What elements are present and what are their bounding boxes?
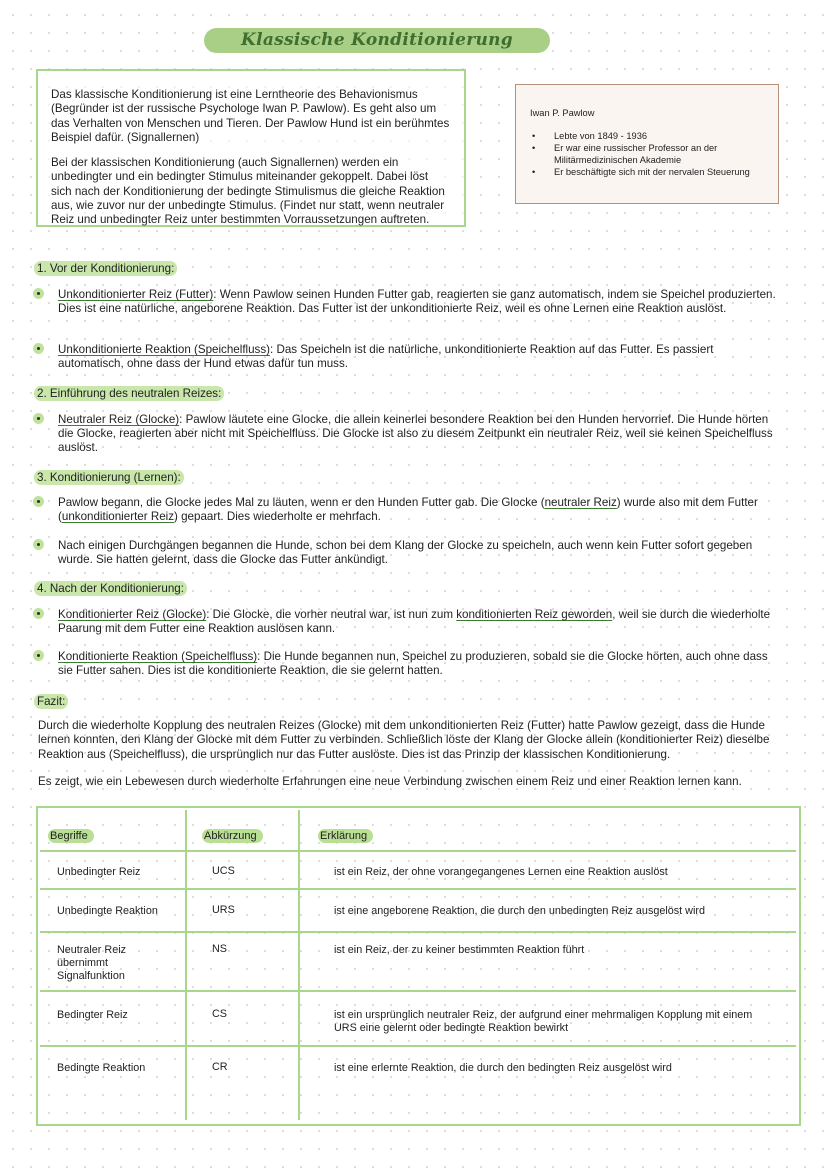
table-cell-term: Bedingte Reaktion (57, 1062, 146, 1074)
bullet-icon (33, 288, 44, 299)
section-heading-3: 3. Konditionierung (Lernen): (34, 468, 184, 486)
table-cell-desc: ist eine erlernte Reaktion, die durch den bedingten Reiz ausgelöst wird (334, 1062, 672, 1074)
pawlow-fact: • Er war eine russischer Professor an der Militärmedizinischen Akademie (530, 143, 766, 165)
table-cell-desc: ist ein Reiz, der ohne vorangegangenes Lernen eine Reaktion auslöst (334, 866, 668, 878)
table-cell-desc: ist ein ursprünglich neutraler Reiz, der aufgrund einer mehrmaligen Kopplung mit einem URS eine gelernt oder bedingte Reaktion bewirkt (334, 1009, 753, 1034)
bullet-icon (33, 496, 44, 507)
intro-paragraph-2: Bei der klassischen Konditionierung (auch Signallernen) werden ein unbedingter und ein bedingter Stimulus miteinander gekoppelt. Dabei löst sich nach der Konditionierung der bedingte Stimulismus die gleiche Reaktion aus, wie zuvor nur der unbedingte Stimulus. (Findet nur statt, wenn neutraler Reiz und unbedingter Reiz unter bestimmten Vorraussetzungen auftreten. (51, 156, 445, 227)
list-item: Neutraler Reiz (Glocke): Pawlow läutete eine Glocke, die allein keinerlei besondere Reaktion bei den Hunden hervorrief. Die Hunde hörten die Glocke, reagierten aber nicht mit Speichelfluss. Die Glocke ist also zu diesem Zeitpunkt ein neutraler Reiz, weil sie keinen Speichelfluss auslöst. (38, 413, 778, 456)
list-item: Konditionierter Reiz (Glocke): Die Glocke, die vorher neutral war, ist nun zum konditionierten Reiz geworden, weil sie durch die wiederholte Paarung mit dem Futter eine Reaktion auslösen kann. (38, 608, 778, 636)
bullet-icon (33, 413, 44, 424)
table-cell-abbr: NS (212, 943, 227, 955)
table-cell-term: Unbedingter Reiz (57, 866, 141, 878)
table-header-abkuerzung: Abkürzung (202, 826, 263, 844)
list-item: Pawlow begann, die Glocke jedes Mal zu läuten, wenn er den Hunden Futter gab. Die Glocke (neutraler Reiz) wurde also mit dem Futter (unkonditionierter Reiz) gepaart. Dies wiederholte er mehrfach. (38, 496, 778, 524)
table-divider (40, 850, 796, 852)
pawlow-title: Iwan P. Pawlow (530, 108, 595, 118)
table-cell-abbr: UCS (212, 865, 235, 877)
table-divider (40, 1045, 796, 1047)
fazit-paragraph-1: Durch die wiederholte Kopplung des neutralen Reizes (Glocke) mit dem unkonditionierten Reiz (Futter) hatte Pawlow gezeigt, dass die Hunde lernen konnten, den Klang der Glocke mit dem Futter zu verbinden. Schließlich löste der Klang der Glocke allein (konditionierter Reiz) dieselbe Reaktion aus (Speichelfluss), die ursprünglich nur das Futter auslöste. Dies ist das Prinzip der klassischen Konditionierung. (38, 719, 770, 761)
bullet-icon (33, 608, 44, 619)
table-cell-term: Unbedingte Reaktion (57, 905, 158, 917)
intro-box (36, 69, 466, 227)
table-cell-term: Neutraler Reiz übernimmt Signalfunktion (57, 944, 127, 982)
pawlow-info-box (515, 84, 779, 204)
table-cell-abbr: CR (212, 1061, 228, 1073)
table-cell-desc: ist ein Reiz, der zu keiner bestimmten Reaktion führt (334, 944, 585, 956)
list-item: Konditionierte Reaktion (Speichelfluss): Die Hunde begannen nun, Speichel zu produzieren, sobald sie die Glocke hörten, auch ohne dass sie Futter sahen. Dies ist die konditionierte Reaktion, die sie gelernt hatten. (38, 650, 778, 678)
table-divider (40, 931, 796, 933)
page-title: Klassische Konditionierung (204, 28, 550, 53)
list-item: Nach einigen Durchgängen begannen die Hunde, schon bei dem Klang der Glocke zu speicheln, auch wenn kein Futter sofort gegeben wurde. Sie hatten gelernt, dass die Glocke das Futter ankündigt. (38, 539, 778, 567)
pawlow-fact: • Lebte von 1849 - 1936 (530, 131, 766, 142)
table-header-erklaerung: Erklärung (318, 826, 373, 844)
table-divider (40, 990, 796, 992)
table-cell-term: Bedingter Reiz (57, 1009, 128, 1021)
table-cell-abbr: URS (212, 904, 235, 916)
table-divider (40, 888, 796, 890)
bullet-icon (33, 343, 44, 354)
table-header-begriffe: Begriffe (48, 826, 94, 844)
section-heading-1: 1. Vor der Konditionierung: (34, 259, 177, 277)
list-item: Unkonditionierter Reiz (Futter): Wenn Pawlow seinen Hunden Futter gab, reagierten sie ganz automatisch, indem sie Speichel produzierten. Dies ist eine natürliche, angeborene Reaktion. Das Futter ist der unkonditionierte Reiz, weil es ohne Lernen eine Reaktion auslöst. (38, 288, 778, 316)
table-cell-desc: ist eine angeborene Reaktion, die durch den unbedingten Reiz ausgelöst wird (334, 905, 705, 917)
fazit-heading: Fazit: (34, 692, 68, 710)
intro-paragraph-1: Das klassische Konditionierung ist eine Lerntheorie des Behavionismus (Begründer ist der russische Psychologe Iwan P. Pawlow). Es geht also um das Verhalten von Menschen und Tieren. Der Pawlow Hund ist ein berühmtes Beispiel dafür. (Signallernen) (51, 88, 450, 144)
bullet-icon (33, 650, 44, 661)
list-item: Unkonditionierte Reaktion (Speichelfluss): Das Speicheln ist die natürliche, unkonditionierte Reaktion auf das Futter. Es passiert automatisch, ohne dass der Hund etwas dafür tun muss. (38, 343, 778, 371)
table-divider (185, 810, 187, 1120)
section-heading-2: 2. Einführung des neutralen Reizes: (34, 384, 224, 402)
table-cell-abbr: CS (212, 1008, 227, 1020)
section-heading-4: 4. Nach der Konditionierung: (34, 579, 187, 597)
pawlow-facts (530, 131, 766, 178)
table-divider (298, 810, 300, 1120)
pawlow-fact: • Er beschäftigte sich mit der nervalen Steuerung (530, 167, 766, 178)
terms-table (36, 806, 801, 1126)
fazit-paragraph-2: Es zeigt, wie ein Lebewesen durch wiederholte Erfahrungen eine neue Verbindung zwischen einem Reiz und einer Reaktion lernen kann. (38, 775, 742, 788)
bullet-icon (33, 539, 44, 550)
